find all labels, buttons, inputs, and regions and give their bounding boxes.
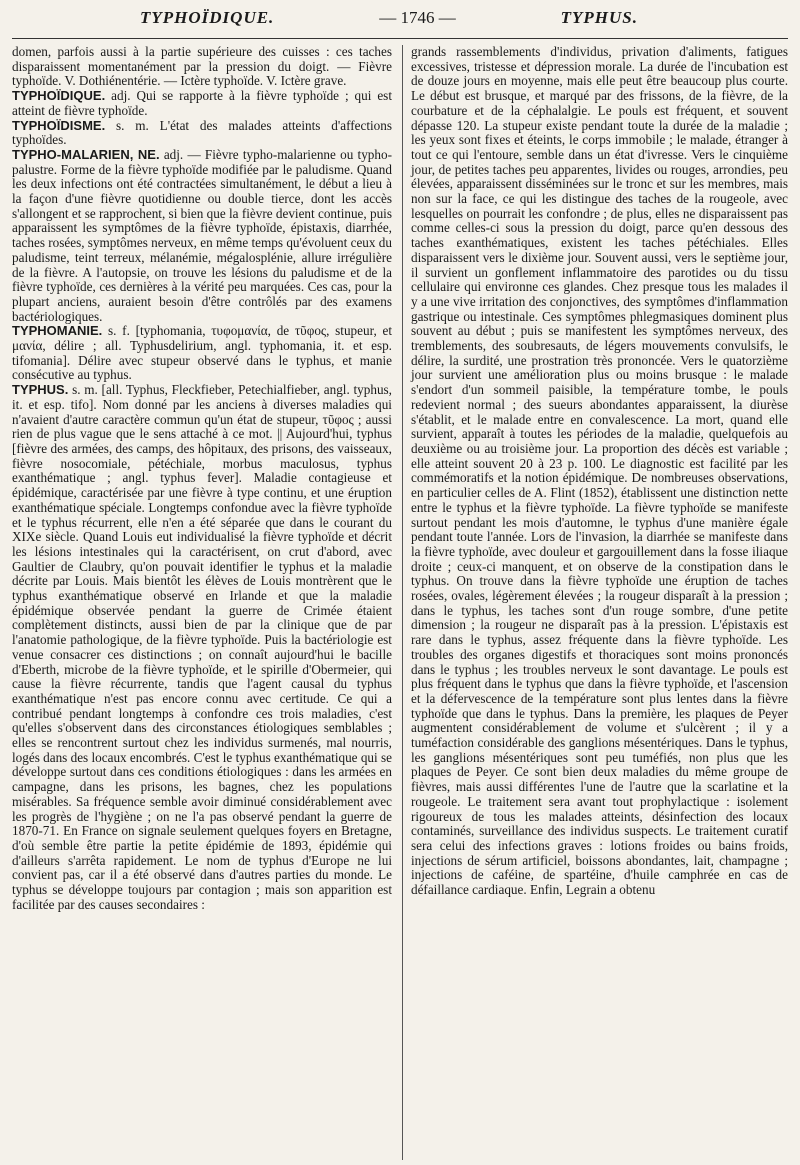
entry-text: s. m. L'état des malades atteints d'affections typhoïdes. [12, 117, 392, 148]
header-right-word: TYPHUS. [560, 8, 638, 27]
entry-text: domen, parfois aussi à la partie supérieure des cuisses : ces taches disparaissent momentanément par la pression du doigt. — Fièvre typhoïde. V. Dothiénentérie. — Ictère typhoïde. V. Ictère grave. [12, 45, 392, 89]
entry-text: s. f. [typhomania, τυφομανία, de τῦφος, stupeur, et μανία, délire ; all. Typhusdelirium, angl. typhomania, it. et esp. tifomania]. Délire avec stupeur observé dans le typhus, et manie consécutive au typhus. [12, 323, 392, 383]
dictionary-entry [12, 324, 392, 383]
entry-headword: TYPHO-MALARIEN, NE. [12, 146, 160, 162]
entry-headword: TYPHOÏDISME. [12, 117, 106, 133]
right-column [402, 45, 788, 1160]
page-number: — 1746 — [379, 8, 456, 27]
dictionary-entry [411, 45, 788, 898]
entry-text: s. m. [all. Typhus, Fleckfieber, Petechialfieber, angl. typhus, it. et esp. tifo]. Nom donné par les anciens à diverses maladies qui n'avaient d'autre caractère commun qu'un état de stupeur, τῦφος ; aussi rien de plus vague que le sens attaché à ce mot. || Aujourd'hui, typhus [fièvre des armées, des camps, des hôpitaux, des prisons, des vaisseaux, fièvre nosocomiale, pétéchiale, morbus maculosus, typhus exanthématique ; angl. typhus fever]. Maladie contagieuse et épidémique, caractérisée par une fièvre à type continu, et une éruption exanthématique spéciale. Longtemps confondue avec la fièvre typhoïde et le typhus récurrent, elle n'en a été séparée que dans le courant du XIXe siècle. Quand Louis eut individualisé la fièvre typhoïde et décrit les lésions intestinales qui la caractérisent, on crut d'abord, avec Gaultier de Claubry, qu'on pouvait identifier le typhus et la maladie décrite par Louis. Mais bientôt les élèves de Louis montrèrent que le typhus exanthématique observé en Irlande et que la maladie épidémique observée pendant la guerre de Crimée étaient complètement distincts, aussi bien de par la clinique que de par l'anatomie pathologique, de la fièvre typhoïde. Puis la bactériologie est venue consacrer ces distinctions ; on connaît aujourd'hui le bacille d'Eberth, microbe de la fièvre typhoïde, et le spirille d'Obermeier, qui cause la fièvre récurrente, tandis que l'agent causal du typhus exanthématique n'est pas encore connu avec certitude. Ce qui a contribué pendant longtemps à confondre ces trois maladies, c'est qu'elles s'observent dans des circonstances étiologiques semblables ; elles se rencontrent surtout chez les individus surmenés, mal nourris, logés dans des locaux encombrés. C'est le typhus exanthématique qui se développe surtout dans ces conditions étiologiques : dans les armées en campagne, dans les prisons, les bagnes, chez les populations misérables. Sa fréquence semble avoir diminué considérablement avec les progrès de l'hygiène ; on ne l'a pas observé pendant la guerre de 1870-71. En France on signale seulement quelques foyers en Bretagne, d'où semble être partie la petite épidémie de 1893, épidémie qui d'ailleurs s'arrêta rapidement. Le nom de typhus d'Europe ne lui convient pas, car il a été observé dans d'autres parties du monde. Le typhus se développe toujours par contagion ; mais son apparition est facilitée par des causes secondaires : [12, 382, 392, 912]
entry-headword: TYPHOÏDIQUE. [12, 88, 106, 104]
dictionary-entry [12, 45, 392, 89]
entry-headword: TYPHOMANIE. [12, 323, 103, 339]
text-columns [12, 45, 788, 1160]
dictionary-entry [12, 89, 392, 118]
dictionary-entry [12, 119, 392, 148]
dictionary-entry [12, 383, 392, 912]
entry-headword: TYPHUS. [12, 382, 69, 398]
running-header [12, 8, 788, 39]
header-left-word: TYPHOÏDIQUE. [140, 8, 275, 27]
left-column [12, 45, 392, 1160]
dictionary-entry [12, 148, 392, 324]
entry-text: adj. Qui se rapporte à la fièvre typhoïde ; qui est atteint de fièvre typhoïde. [12, 88, 392, 118]
entry-text: adj. — Fièvre typho-malarienne ou typho-palustre. Forme de la fièvre typhoïde modifiée par le paludisme. Quand les deux infections ont été contractées simultanément, le début a lieu à la façon d'une fièvre quotidienne ou double tierce, dont les accès s'allongent et se rapprochent, si bien que la fièvre devient continue, puis apparaissent les symptômes de la fièvre typhoïde, épistaxis, diarrhée, taches rosées, symptômes nerveux, en même temps qu'évoluent ceux du paludisme, teint terreux, mélanémie, mégalosplénie, allure irrégulière de la fièvre. A l'autopsie, on trouve les lésions du paludisme et de la fièvre typhoïde, ces dernières à la vérité peu marquées. Ces cas, pour la plupart anciens, auraient besoin d'être contrôlés par des examens bactériologiques. [12, 146, 392, 324]
entry-text: grands rassemblements d'individus, privation d'aliments, fatigues excessives, tristesse et dépression morale. La durée de l'incubation est de douze jours en moyenne, mais elle peut être beaucoup plus courte. Le début est brusque, et marqué par des frissons, de la fièvre, de la courbature et de la céphalalgie. Le pouls est fréquent, et souvent dépasse 120. La stupeur existe pendant toute la durée de la maladie ; les yeux sont fixes et éteints, le corps immobile ; le malade, étranger à tout ce qui l'entoure, semble dans un état d'ivresse. Vers le cinquième jour, de petites taches peu apparentes, livides ou rouges, arrondies, peu élevées, apparaissent disséminées sur le tronc et sur les membres, mais non sur la face, ce qui les distingue des taches de la rougeole, avec lesquelles on pourrait les confondre ; de plus, elles ne disparaissent pas comme celles-ci sous la pression du doigt, parce qu'en dessous des taches exanthématiques, existent les taches pétéchiales. Elles disparaissent vers le dixième jour. Souvent aussi, vers le septième jour, il survient un gonflement inflammatoire des parotides ou du tissu cellulaire qui environne ces glandes. Chez presque tous les malades il y a une vive irritation des conjonctives, des symptômes d'inflammation gastrique ou intestinale. Ces symptômes phlegmasiques dominent plus souvent au début ; puis se manifestent les symptômes nerveux, des tremblements, des soubresauts, de légers mouvements convulsifs, le délire, la surdité, une prostration très prononcée. Vers le quatorzième jour survient une amélioration plus ou moins brusque : le malade s'endort d'un sommeil paisible, la température tombe, le pouls redevient normal ; des sueurs abondantes apparaissent, la diurèse s'établit, et le malade entre en convalescence. La mort, quand elle survient, apparaît à toutes les périodes de la maladie, quelquefois au deuxième ou au troisième jour. La proportion des décès est variable ; elle atteint souvent 20 à 23 p. 100. Le diagnostic est facilité par les commémoratifs et la notion épidémique. De nombreuses observations, en particulier celles de A. Flint (1852), établissent une distinction nette entre le typhus et la fièvre typhoïde. La fièvre typhoïde se manifeste surtout pendant les mois d'automne, le typhus d'une manière égale pendant toute l'année. Lors de l'invasion, la diarrhée se manifeste dans la fièvre typhoïde, avec douleur et gargouillement dans la fosse iliaque droite ; ceux-ci manquent, et on observe de la constipation dans le typhus. On trouve dans la fièvre typhoïde une éruption de taches rosées, ovales, légèrement élevées ; la rougeur disparaît à la pression ; dans le typhus, les taches sont d'un rouge sombre, d'une petite dimension ; la rougeur ne disparaît pas à la pression. L'épistaxis est rare dans le typhus, assez fréquente dans la fièvre typhoïde. Les troubles des organes digestifs et thoraciques sont moins prononcés dans le typhus ; les troubles nerveux le sont davantage. Le pouls est plus fréquent dans le typhus que dans la fièvre typhoïde, et l'ascension et la défervescence de la température sont plus lentes dans la fièvre typhoïde que dans le typhus. Dans la première, les plaques de Peyer augmentent considérablement de volume et s'ulcèrent ; il y a tuméfaction considérable des ganglions mésentériques. Dans le typhus, les ganglions mésentériques sont peu tuméfiés, non plus que les plaques de Peyer. Ce sont bien deux maladies du même groupe de fièvres, mais aussi différentes l'une de l'autre que la scarlatine et la rougeole. Le traitement sera avant tout prophylactique : isolement rigoureux de tous les malades atteints, désinfection des locaux contaminés, surveillance des individus suspects. Le traitement curatif sera celui des infections graves : lotions froides ou bains froids, injections de sérum artificiel, boissons abondantes, lait, champagne ; injections de caféine, de spartéine, d'huile camphrée en cas de défaillance cardiaque. Enfin, Legrain a obtenu [410, 45, 788, 898]
